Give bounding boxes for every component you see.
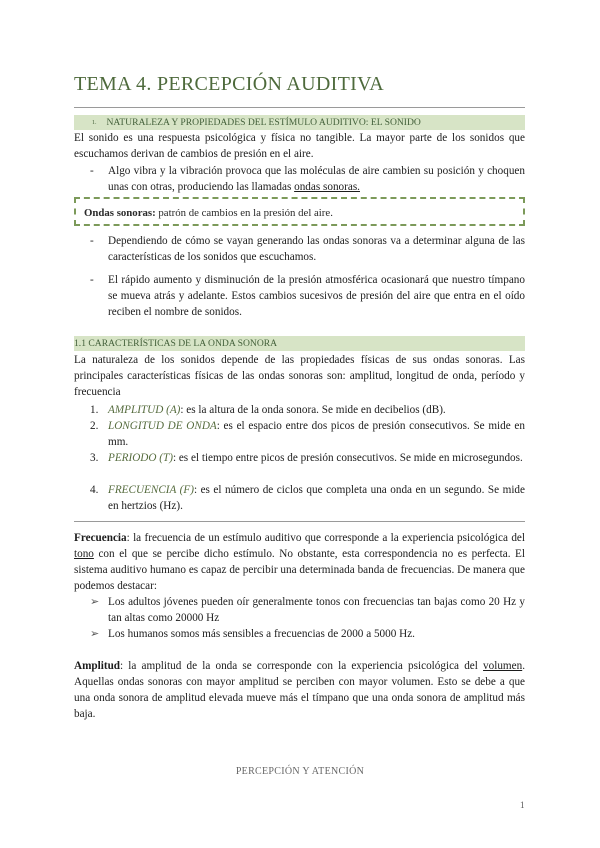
bullet-text: Algo vibra y la vibración provoca que las moléculas de aire cambien su posición y choquen unas con otras, produciendo las llamadas [108, 165, 525, 193]
arrow-bullet-icon: ➢ [90, 596, 100, 608]
list-term: LONGITUD DE ONDA [108, 420, 217, 432]
definition-box [74, 197, 525, 226]
list-item [108, 402, 525, 418]
paragraph-frecuencia [74, 530, 525, 594]
amplitud-text-a: : la amplitud de la onda se corresponde con la experiencia psicológica del [120, 660, 478, 672]
list-text: : es el espacio entre dos picos de presión consecutivos. Se mide en mm. [108, 420, 525, 448]
section-number: 1. [92, 120, 97, 126]
section-heading-1 [74, 115, 525, 130]
frecuencia-text-b: con el que se percibe dicho estímulo. No obstante, esta correspondencia no es perfecta. El sistema auditivo humano es capaz de percibir una determinada banda de frecuencias. De manera que podemos destacar: [74, 548, 526, 592]
frecuencia-text-a: : la frecuencia de un estímulo auditivo que corresponde a la experiencia psicológica del [126, 532, 525, 544]
list-number: 4. [90, 484, 99, 496]
divider [74, 521, 525, 522]
tono-term: tono [74, 548, 94, 560]
amplitud-term: Amplitud [74, 660, 121, 672]
list-number: 2. [90, 420, 99, 432]
bullet-dash: - [90, 165, 94, 177]
bullet-item: El rápido aumento y disminución de la presión atmosférica ocasionará que nuestro tímpano se mueva atrás y adelante. Estos cambios sucesivos de presión del aire que entra en el oído reciben el nombre de sonidos. [108, 274, 525, 318]
list-text: : es la altura de la onda sonora. Se mide en decibelios (dB). [180, 404, 446, 416]
bullet-item [108, 163, 525, 195]
definition-term: Ondas sonoras: [84, 207, 156, 219]
arrow-bullet-icon: ➢ [90, 628, 100, 640]
paragraph-amplitud [74, 658, 525, 722]
frecuencia-bullet: Los adultos jóvenes pueden oír generalmente tonos con frecuencias tan bajas como 20 Hz y tan altas como 20000 Hz [108, 596, 525, 624]
page-footer: PERCEPCIÓN Y ATENCIÓN [235, 766, 365, 777]
definition-body: patrón de cambios en la presión del aire. [158, 207, 333, 219]
list-item [108, 418, 525, 450]
list-item [108, 482, 525, 514]
ondas-sonoras-term: ondas sonoras. [294, 181, 360, 193]
list-term: PERIODO (T) [108, 452, 173, 464]
list-term: FRECUENCIA (F) [108, 484, 194, 496]
list-item [108, 450, 525, 466]
list-text: : es el número de ciclos que completa una onda en un segundo. Se mide en hertzios (Hz). [108, 484, 525, 512]
frecuencia-bullet: Los humanos somos más sensibles a frecuencias de 2000 a 5000 Hz. [108, 628, 415, 640]
list-text: : es el tiempo entre picos de presión consecutivos. Se mide en microsegundos. [172, 452, 523, 464]
amplitud-text-b: . Aquellas ondas sonoras con mayor amplitud se perciben con mayor volumen. Esto se debe a que una onda sonora de amplitud elevada mueve más el tímpano que una onda sonora de amplitud más baja. [74, 660, 525, 720]
paragraph-intro: El sonido es una respuesta psicológica y física no tangible. La mayor parte de los sonidos que escuchamos derivan de cambios de presión en el aire. [74, 132, 525, 160]
section-heading-1-1: 1.1 CARACTERÍSTICAS DE LA ONDA SONORA [74, 336, 525, 351]
definition-text [84, 206, 333, 220]
frecuencia-term: Frecuencia [74, 532, 127, 544]
list-term: AMPLITUD (A) [108, 404, 181, 416]
divider [74, 107, 525, 108]
list-number: 1. [90, 404, 99, 416]
section-title: NATURALEZA Y PROPIEDADES DEL ESTÍMULO AUDITIVO: EL SONIDO [106, 117, 421, 128]
page-title: TEMA 4. PERCEPCIÓN AUDITIVA [74, 73, 384, 95]
page-number: 1 [520, 800, 525, 810]
paragraph-characteristics: La naturaleza de los sonidos depende de las propiedades físicas de sus ondas sonoras. Las principales características físicas de las ondas sonoras son: amplitud, longitud de onda, período y frecuencia [74, 354, 525, 398]
volumen-term: volumen [483, 660, 523, 672]
bullet-item: Dependiendo de cómo se vayan generando las ondas sonoras va a determinar alguna de las características de los sonidos que escuchamos. [108, 235, 525, 263]
list-number: 3. [90, 452, 99, 464]
bullet-dash: - [90, 235, 94, 247]
bullet-dash: - [90, 274, 94, 286]
